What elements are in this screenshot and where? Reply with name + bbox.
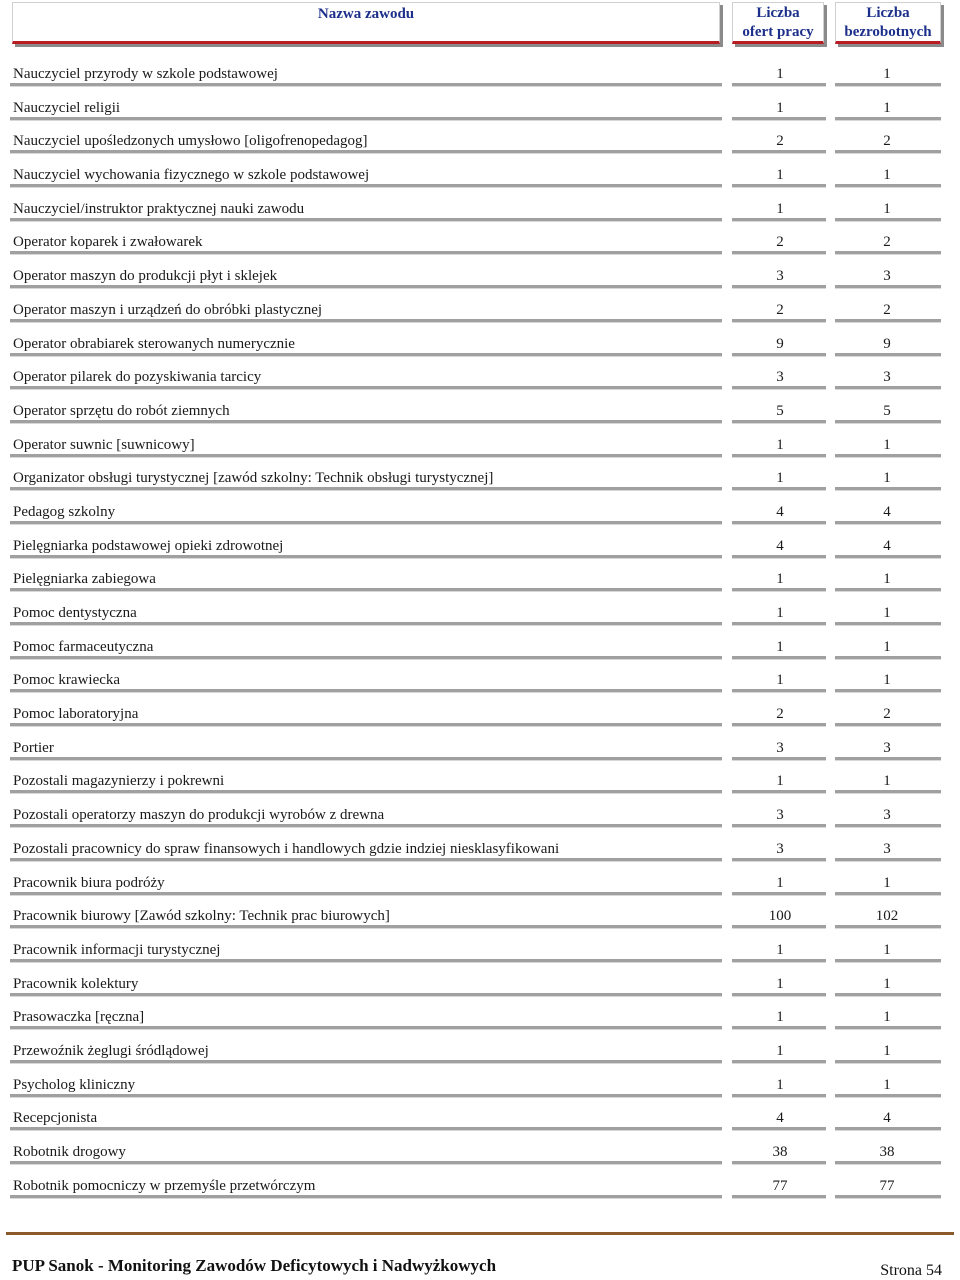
table-row bbox=[0, 595, 960, 629]
unemployed-cell: 3 bbox=[835, 797, 941, 827]
unemployed-cell: 1 bbox=[835, 1033, 941, 1063]
unemployed-cell: 9 bbox=[835, 326, 941, 356]
unemployed-cell: 1 bbox=[835, 966, 941, 996]
table-row bbox=[0, 831, 960, 865]
table-row bbox=[0, 494, 960, 528]
occupation-name-cell: Operator maszyn i urządzeń do obróbki plastycznej bbox=[10, 292, 722, 322]
table-row bbox=[0, 999, 960, 1033]
table-row bbox=[0, 191, 960, 225]
occupation-name-cell: Robotnik drogowy bbox=[10, 1134, 722, 1164]
occupation-name-cell: Portier bbox=[10, 730, 722, 760]
occupation-name-cell: Nauczyciel przyrody w szkole podstawowej bbox=[10, 56, 722, 86]
unemployed-cell: 77 bbox=[835, 1168, 941, 1198]
unemployed-cell: 1 bbox=[835, 595, 941, 625]
column-header-job-offers-line1: Liczba bbox=[756, 5, 800, 21]
occupation-name-cell: Pracownik biura podróży bbox=[10, 865, 722, 895]
job-offers-cell: 1 bbox=[732, 157, 826, 187]
table-row bbox=[0, 763, 960, 797]
occupation-name-cell: Operator koparek i zwałowarek bbox=[10, 224, 722, 254]
occupation-name-cell: Pozostali pracownicy do spraw finansowych i handlowych gdzie indziej niesklasyfikowani bbox=[10, 831, 722, 861]
job-offers-cell: 3 bbox=[732, 831, 826, 861]
table-row bbox=[0, 561, 960, 595]
job-offers-cell: 4 bbox=[732, 528, 826, 558]
occupation-name-cell: Pozostali magazynierzy i pokrewni bbox=[10, 763, 722, 793]
occupation-name-cell: Recepcjonista bbox=[10, 1100, 722, 1130]
unemployed-cell: 2 bbox=[835, 123, 941, 153]
job-offers-cell: 1 bbox=[732, 1033, 826, 1063]
column-header-job-offers-line2: ofert pracy bbox=[742, 24, 814, 40]
job-offers-cell: 1 bbox=[732, 460, 826, 490]
page-number: Strona 54 bbox=[880, 1262, 942, 1279]
occupation-name-cell: Pozostali operatorzy maszyn do produkcji wyrobów z drewna bbox=[10, 797, 722, 827]
job-offers-cell: 1 bbox=[732, 763, 826, 793]
job-offers-cell: 2 bbox=[732, 696, 826, 726]
job-offers-cell: 1 bbox=[732, 561, 826, 591]
job-offers-cell: 1 bbox=[732, 56, 826, 86]
unemployed-cell: 1 bbox=[835, 629, 941, 659]
table-row bbox=[0, 258, 960, 292]
unemployed-cell: 1 bbox=[835, 999, 941, 1029]
job-offers-cell: 1 bbox=[732, 427, 826, 457]
job-offers-cell: 1 bbox=[732, 966, 826, 996]
unemployed-cell: 3 bbox=[835, 730, 941, 760]
job-offers-cell: 3 bbox=[732, 359, 826, 389]
job-offers-cell: 100 bbox=[732, 898, 826, 928]
footer-divider bbox=[6, 1232, 954, 1235]
job-offers-cell: 1 bbox=[732, 90, 826, 120]
table-row bbox=[0, 460, 960, 494]
column-header-unemployed-line1: Liczba bbox=[866, 5, 910, 21]
occupation-name-cell: Nauczyciel upośledzonych umysłowo [oligofrenopedagog] bbox=[10, 123, 722, 153]
unemployed-cell: 2 bbox=[835, 292, 941, 322]
job-offers-cell: 9 bbox=[732, 326, 826, 356]
column-header-unemployed-line2: bezrobotnych bbox=[844, 24, 932, 40]
table-row bbox=[0, 932, 960, 966]
table-row bbox=[0, 629, 960, 663]
occupation-name-cell: Pomoc dentystyczna bbox=[10, 595, 722, 625]
unemployed-cell: 5 bbox=[835, 393, 941, 423]
job-offers-cell: 3 bbox=[732, 730, 826, 760]
unemployed-cell: 2 bbox=[835, 224, 941, 254]
table-row bbox=[0, 359, 960, 393]
table-row bbox=[0, 966, 960, 1000]
occupation-name-cell: Psycholog kliniczny bbox=[10, 1067, 722, 1097]
occupation-name-cell: Pomoc krawiecka bbox=[10, 662, 722, 692]
table-row bbox=[0, 123, 960, 157]
occupation-name-cell: Pracownik kolektury bbox=[10, 966, 722, 996]
job-offers-cell: 1 bbox=[732, 865, 826, 895]
column-header-occupation-label: Nazwa zawodu bbox=[317, 6, 415, 22]
occupation-name-cell: Nauczyciel/instruktor praktycznej nauki zawodu bbox=[10, 191, 722, 221]
table-row bbox=[0, 292, 960, 326]
job-offers-cell: 4 bbox=[732, 1100, 826, 1130]
unemployed-cell: 1 bbox=[835, 763, 941, 793]
occupation-name-cell: Pielęgniarka zabiegowa bbox=[10, 561, 722, 591]
job-offers-cell: 1 bbox=[732, 662, 826, 692]
table-row bbox=[0, 157, 960, 191]
table-row bbox=[0, 427, 960, 461]
job-offers-cell: 1 bbox=[732, 932, 826, 962]
job-offers-cell: 2 bbox=[732, 123, 826, 153]
job-offers-cell: 1 bbox=[732, 595, 826, 625]
unemployed-cell: 1 bbox=[835, 662, 941, 692]
unemployed-cell: 2 bbox=[835, 696, 941, 726]
table-row bbox=[0, 56, 960, 90]
table-row bbox=[0, 224, 960, 258]
unemployed-cell: 1 bbox=[835, 427, 941, 457]
occupation-name-cell: Pracownik biurowy [Zawód szkolny: Technik prac biurowych] bbox=[10, 898, 722, 928]
occupation-name-cell: Pielęgniarka podstawowej opieki zdrowotnej bbox=[10, 528, 722, 558]
unemployed-cell: 1 bbox=[835, 460, 941, 490]
occupation-name-cell: Operator maszyn do produkcji płyt i sklejek bbox=[10, 258, 722, 288]
column-header-unemployed bbox=[835, 2, 941, 44]
job-offers-cell: 3 bbox=[732, 258, 826, 288]
occupation-name-cell: Operator pilarek do pozyskiwania tarcicy bbox=[10, 359, 722, 389]
job-offers-cell: 1 bbox=[732, 191, 826, 221]
table-row bbox=[0, 1134, 960, 1168]
table-row bbox=[0, 1033, 960, 1067]
occupation-name-cell: Operator suwnic [suwnicowy] bbox=[10, 427, 722, 457]
table-row bbox=[0, 393, 960, 427]
table-row bbox=[0, 730, 960, 764]
job-offers-cell: 3 bbox=[732, 797, 826, 827]
table-row bbox=[0, 797, 960, 831]
unemployed-cell: 4 bbox=[835, 1100, 941, 1130]
unemployed-cell: 3 bbox=[835, 831, 941, 861]
table-row bbox=[0, 898, 960, 932]
table-row bbox=[0, 662, 960, 696]
unemployed-cell: 38 bbox=[835, 1134, 941, 1164]
table-row bbox=[0, 90, 960, 124]
table-row bbox=[0, 865, 960, 899]
occupation-name-cell: Pedagog szkolny bbox=[10, 494, 722, 524]
column-header-occupation bbox=[12, 2, 720, 44]
job-offers-cell: 1 bbox=[732, 999, 826, 1029]
unemployed-cell: 3 bbox=[835, 359, 941, 389]
job-offers-cell: 1 bbox=[732, 629, 826, 659]
job-offers-cell: 2 bbox=[732, 224, 826, 254]
column-header-job-offers bbox=[732, 2, 824, 44]
unemployed-cell: 1 bbox=[835, 56, 941, 86]
job-offers-cell: 77 bbox=[732, 1168, 826, 1198]
occupation-table bbox=[0, 56, 960, 1201]
unemployed-cell: 3 bbox=[835, 258, 941, 288]
job-offers-cell: 1 bbox=[732, 1067, 826, 1097]
unemployed-cell: 1 bbox=[835, 90, 941, 120]
unemployed-cell: 1 bbox=[835, 865, 941, 895]
occupation-name-cell: Pomoc farmaceutyczna bbox=[10, 629, 722, 659]
unemployed-cell: 1 bbox=[835, 191, 941, 221]
table-row bbox=[0, 326, 960, 360]
occupation-name-cell: Nauczyciel religii bbox=[10, 90, 722, 120]
table-row bbox=[0, 1067, 960, 1101]
unemployed-cell: 1 bbox=[835, 561, 941, 591]
footer-title: PUP Sanok - Monitoring Zawodów Deficytowych i Nadwyżkowych bbox=[12, 1256, 497, 1275]
unemployed-cell: 102 bbox=[835, 898, 941, 928]
job-offers-cell: 38 bbox=[732, 1134, 826, 1164]
unemployed-cell: 1 bbox=[835, 1067, 941, 1097]
occupation-name-cell: Przewoźnik żeglugi śródlądowej bbox=[10, 1033, 722, 1063]
unemployed-cell: 4 bbox=[835, 528, 941, 558]
table-row bbox=[0, 528, 960, 562]
unemployed-cell: 1 bbox=[835, 157, 941, 187]
job-offers-cell: 4 bbox=[732, 494, 826, 524]
occupation-name-cell: Robotnik pomocniczy w przemyśle przetwórczym bbox=[10, 1168, 722, 1198]
unemployed-cell: 4 bbox=[835, 494, 941, 524]
occupation-name-cell: Organizator obsługi turystycznej [zawód szkolny: Technik obsługi turystycznej] bbox=[10, 460, 722, 490]
job-offers-cell: 2 bbox=[732, 292, 826, 322]
table-row bbox=[0, 1168, 960, 1202]
table-row bbox=[0, 1100, 960, 1134]
unemployed-cell: 1 bbox=[835, 932, 941, 962]
table-row bbox=[0, 696, 960, 730]
occupation-name-cell: Operator obrabiarek sterowanych numerycznie bbox=[10, 326, 722, 356]
occupation-name-cell: Operator sprzętu do robót ziemnych bbox=[10, 393, 722, 423]
occupation-name-cell: Pomoc laboratoryjna bbox=[10, 696, 722, 726]
occupation-name-cell: Prasowaczka [ręczna] bbox=[10, 999, 722, 1029]
occupation-name-cell: Nauczyciel wychowania fizycznego w szkole podstawowej bbox=[10, 157, 722, 187]
job-offers-cell: 5 bbox=[732, 393, 826, 423]
occupation-name-cell: Pracownik informacji turystycznej bbox=[10, 932, 722, 962]
